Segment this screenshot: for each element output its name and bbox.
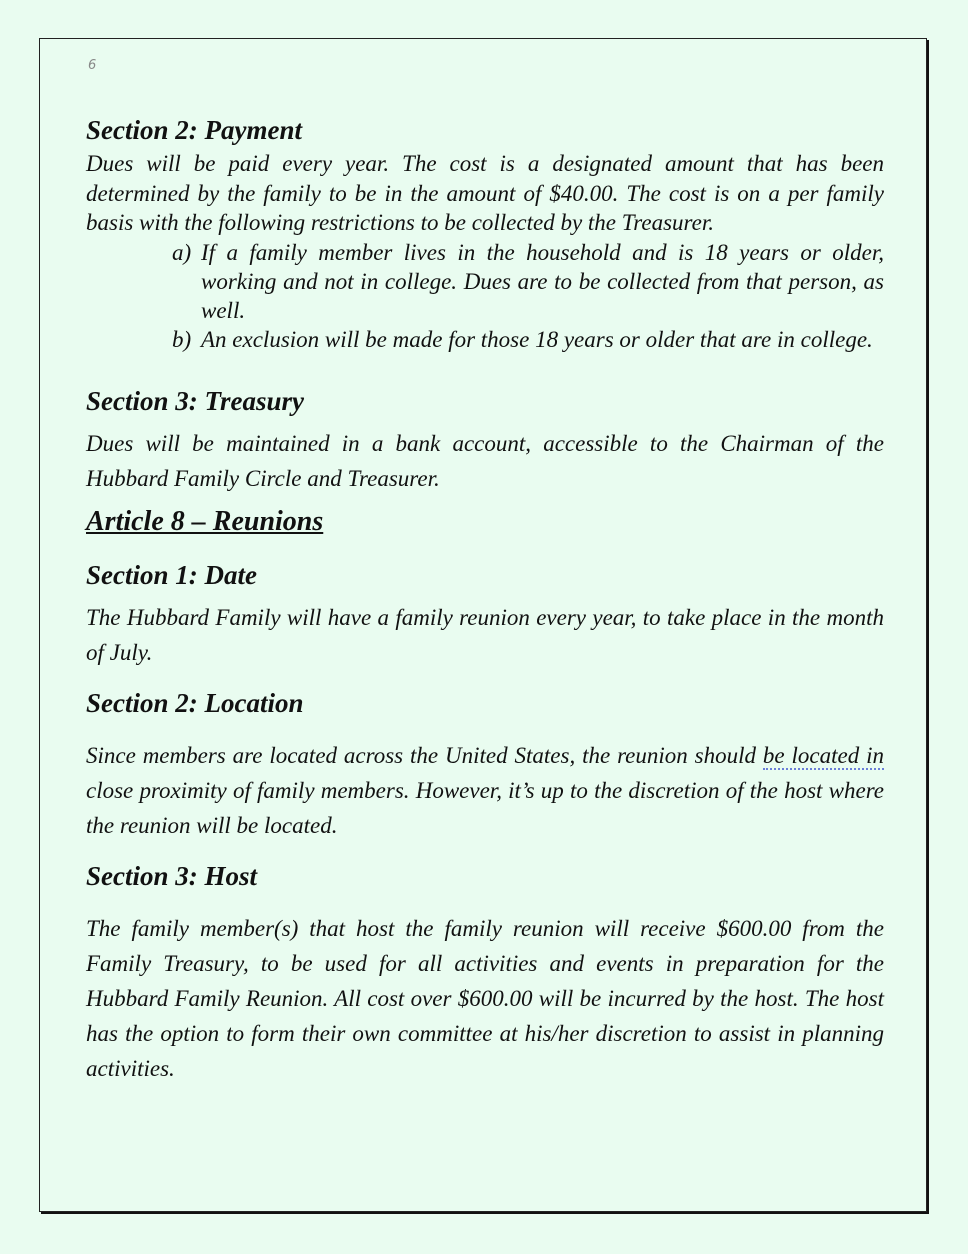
list-item (172, 325, 884, 354)
section-payment-heading: Section 2: Payment (86, 115, 302, 145)
section-host-heading: Section 3: Host (86, 860, 258, 891)
list-item-text: An exclusion will be made for those 18 years or older that are in college. (201, 326, 873, 352)
payment-restrictions-list (86, 238, 884, 354)
article-8-heading: Article 8 – Reunions (86, 505, 324, 537)
page-number: 6 (88, 58, 97, 73)
location-text-after: close proximity of family members. However, it’s up to the discretion of the host where the reunion will be located. (86, 777, 884, 838)
list-marker: b) (172, 326, 192, 352)
section-date-heading: Section 1: Date (86, 559, 257, 590)
document-page (39, 38, 927, 1212)
list-marker: a) (172, 239, 192, 265)
section-location-heading: Section 2: Location (86, 687, 304, 718)
section-location-body (86, 738, 884, 843)
section-treasury-heading: Section 3: Treasury (86, 385, 304, 416)
section-host-body: The family member(s) that host the family reunion will receive $600.00 from the Family Treasury, to be used for all activities and events in preparation for the Hubbard Family Reunion. All cost over $600.00 will be incurred by the host. The host has the option to form their own committee at his/her discretion to assist in planning activities. (86, 915, 884, 1081)
section-treasury-body: Dues will be maintained in a bank account, accessible to the Chairman of the Hubbard Family Circle and Treasurer. (86, 430, 884, 491)
section-date-body: The Hubbard Family will have a family reunion every year, to take place in the month of July. (86, 604, 884, 665)
page-content (86, 111, 884, 1086)
location-text-before: Since members are located across the United States, the reunion should (86, 742, 763, 768)
list-item (172, 238, 884, 325)
list-item-text: If a family member lives in the household and is 18 years or older, working and not in college. Dues are to be collected from that person, as well. (201, 239, 884, 323)
section-payment-body: Dues will be paid every year. The cost is a designated amount that has been determined by the family to be in the amount of $40.00. The cost is on a per family basis with the following restrictions to be collected by the Treasurer. (86, 151, 884, 235)
grammar-flagged-text[interactable]: be located in (762, 742, 885, 768)
